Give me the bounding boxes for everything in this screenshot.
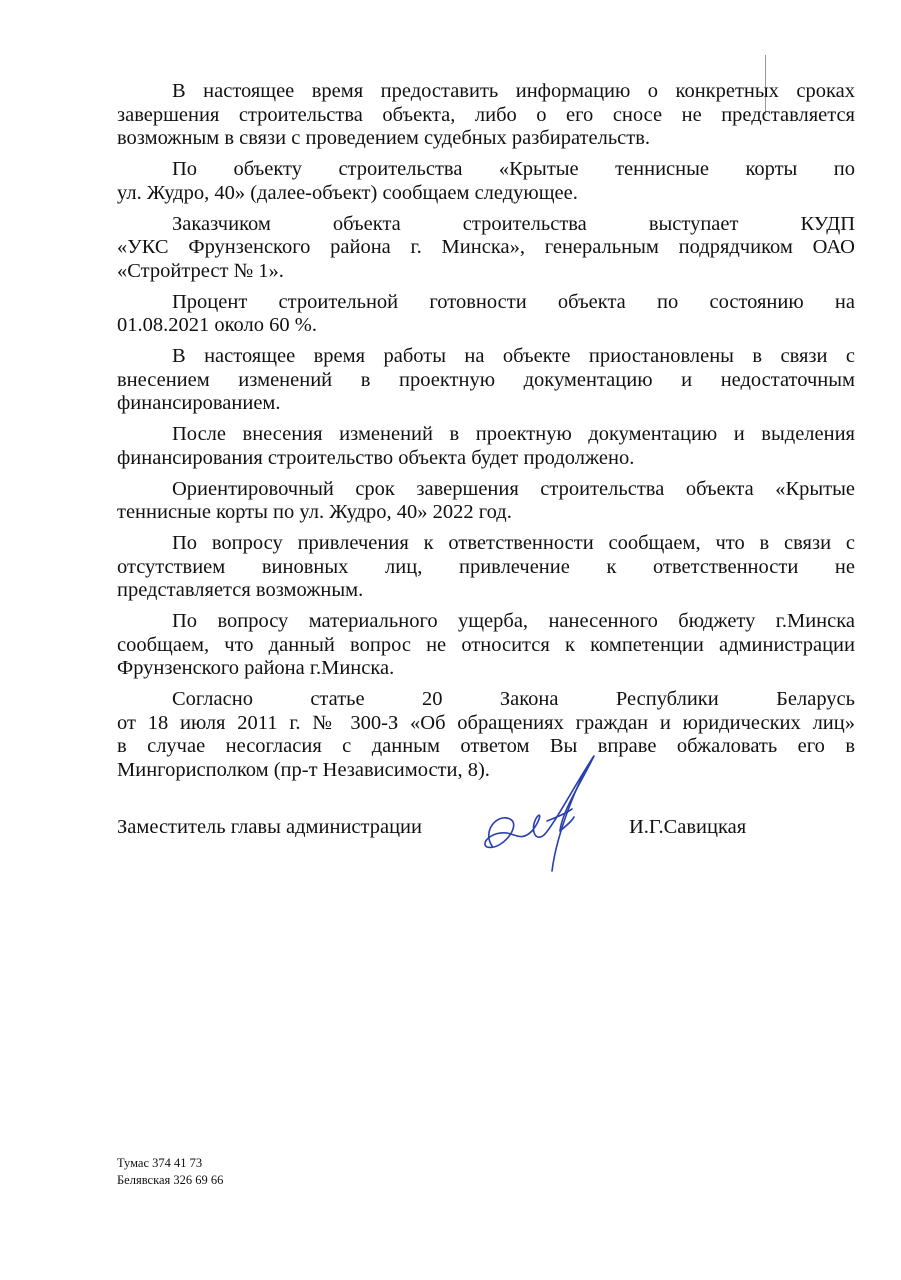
signatory-name: И.Г.Савицкая [629,816,747,838]
text-line: финансирования строительство объекта будет продолжено. [117,446,635,469]
paragraph [117,423,855,470]
signature-block [117,813,855,873]
handwritten-signature [462,751,602,881]
text-line: завершения строительства объекта, либо о его сносе не представляется [117,103,855,126]
text-line: от 18 июля 2011 г. № 300-З «Об обращениях граждан и юридических лиц» [117,711,855,734]
text-line: в случае несогласия с данным ответом Вы вправе обжаловать его в [117,735,855,757]
text-line: Согласно статье 20 Закона Республики Беларусь [172,688,855,710]
text-line: отсутствием виновных лиц, привлечение к ответственности не [117,555,855,578]
contact-line: Белявская 326 69 66 [117,1173,224,1187]
contact-line: Тумас 374 41 73 [117,1156,203,1170]
text-line: В настоящее время предоставить информацию о конкретных сроках [172,80,855,102]
text-line: Мингорисполком (пр-т Независимости, 8). [117,758,490,781]
text-line: По вопросу материального ущерба, нанесенного бюджету г.Минска [172,610,855,632]
text-line: В настоящее время работы на объекте приостановлены в связи с [172,345,855,367]
text-line: По вопросу привлечения к ответственности сообщаем, что в связи с [172,532,855,554]
text-line: «Стройтрест № 1». [117,259,284,282]
paragraph [117,478,855,525]
text-line: ул. Жудро, 40» (далее-объект) сообщаем следующее. [117,181,578,204]
paragraph [117,610,855,681]
paragraph [117,158,855,205]
signatory-position: Заместитель главы администрации [117,816,422,838]
text-line: Фрунзенского района г.Минска. [117,657,395,679]
text-line: Заказчиком объекта строительства выступает КУДП [172,212,855,235]
contacts [117,1155,223,1189]
text-line: теннисные корты по ул. Жудро, 40» 2022 год. [117,501,512,523]
text-line: представляется возможным. [117,579,364,601]
paragraph [117,291,855,338]
text-line: «УКС Фрунзенского района г. Минска», генеральным подрядчиком ОАО [117,236,855,258]
text-line: возможным в связи с проведением судебных разбирательств. [117,127,651,149]
paragraph [117,213,855,284]
paragraph [117,80,855,151]
text-line: По объекту строительства «Крытые теннисные корты по [172,158,855,180]
text-line: После внесения изменений в проектную документацию и выделения [172,423,855,445]
text-line: 01.08.2021 около 60 %. [117,314,317,336]
text-line: Процент строительной готовности объекта по состоянию на [172,290,855,313]
text-line: внесением изменений в проектную документацию и недостаточным [117,368,855,391]
text-line: Ориентировочный срок завершения строительства объекта «Крытые [172,477,855,500]
text-line: сообщаем, что данный вопрос не относится к компетенции администрации [117,633,855,656]
text-line: финансированием. [117,392,281,414]
paragraph [117,532,855,603]
letter-body [117,80,855,790]
paragraph [117,345,855,416]
